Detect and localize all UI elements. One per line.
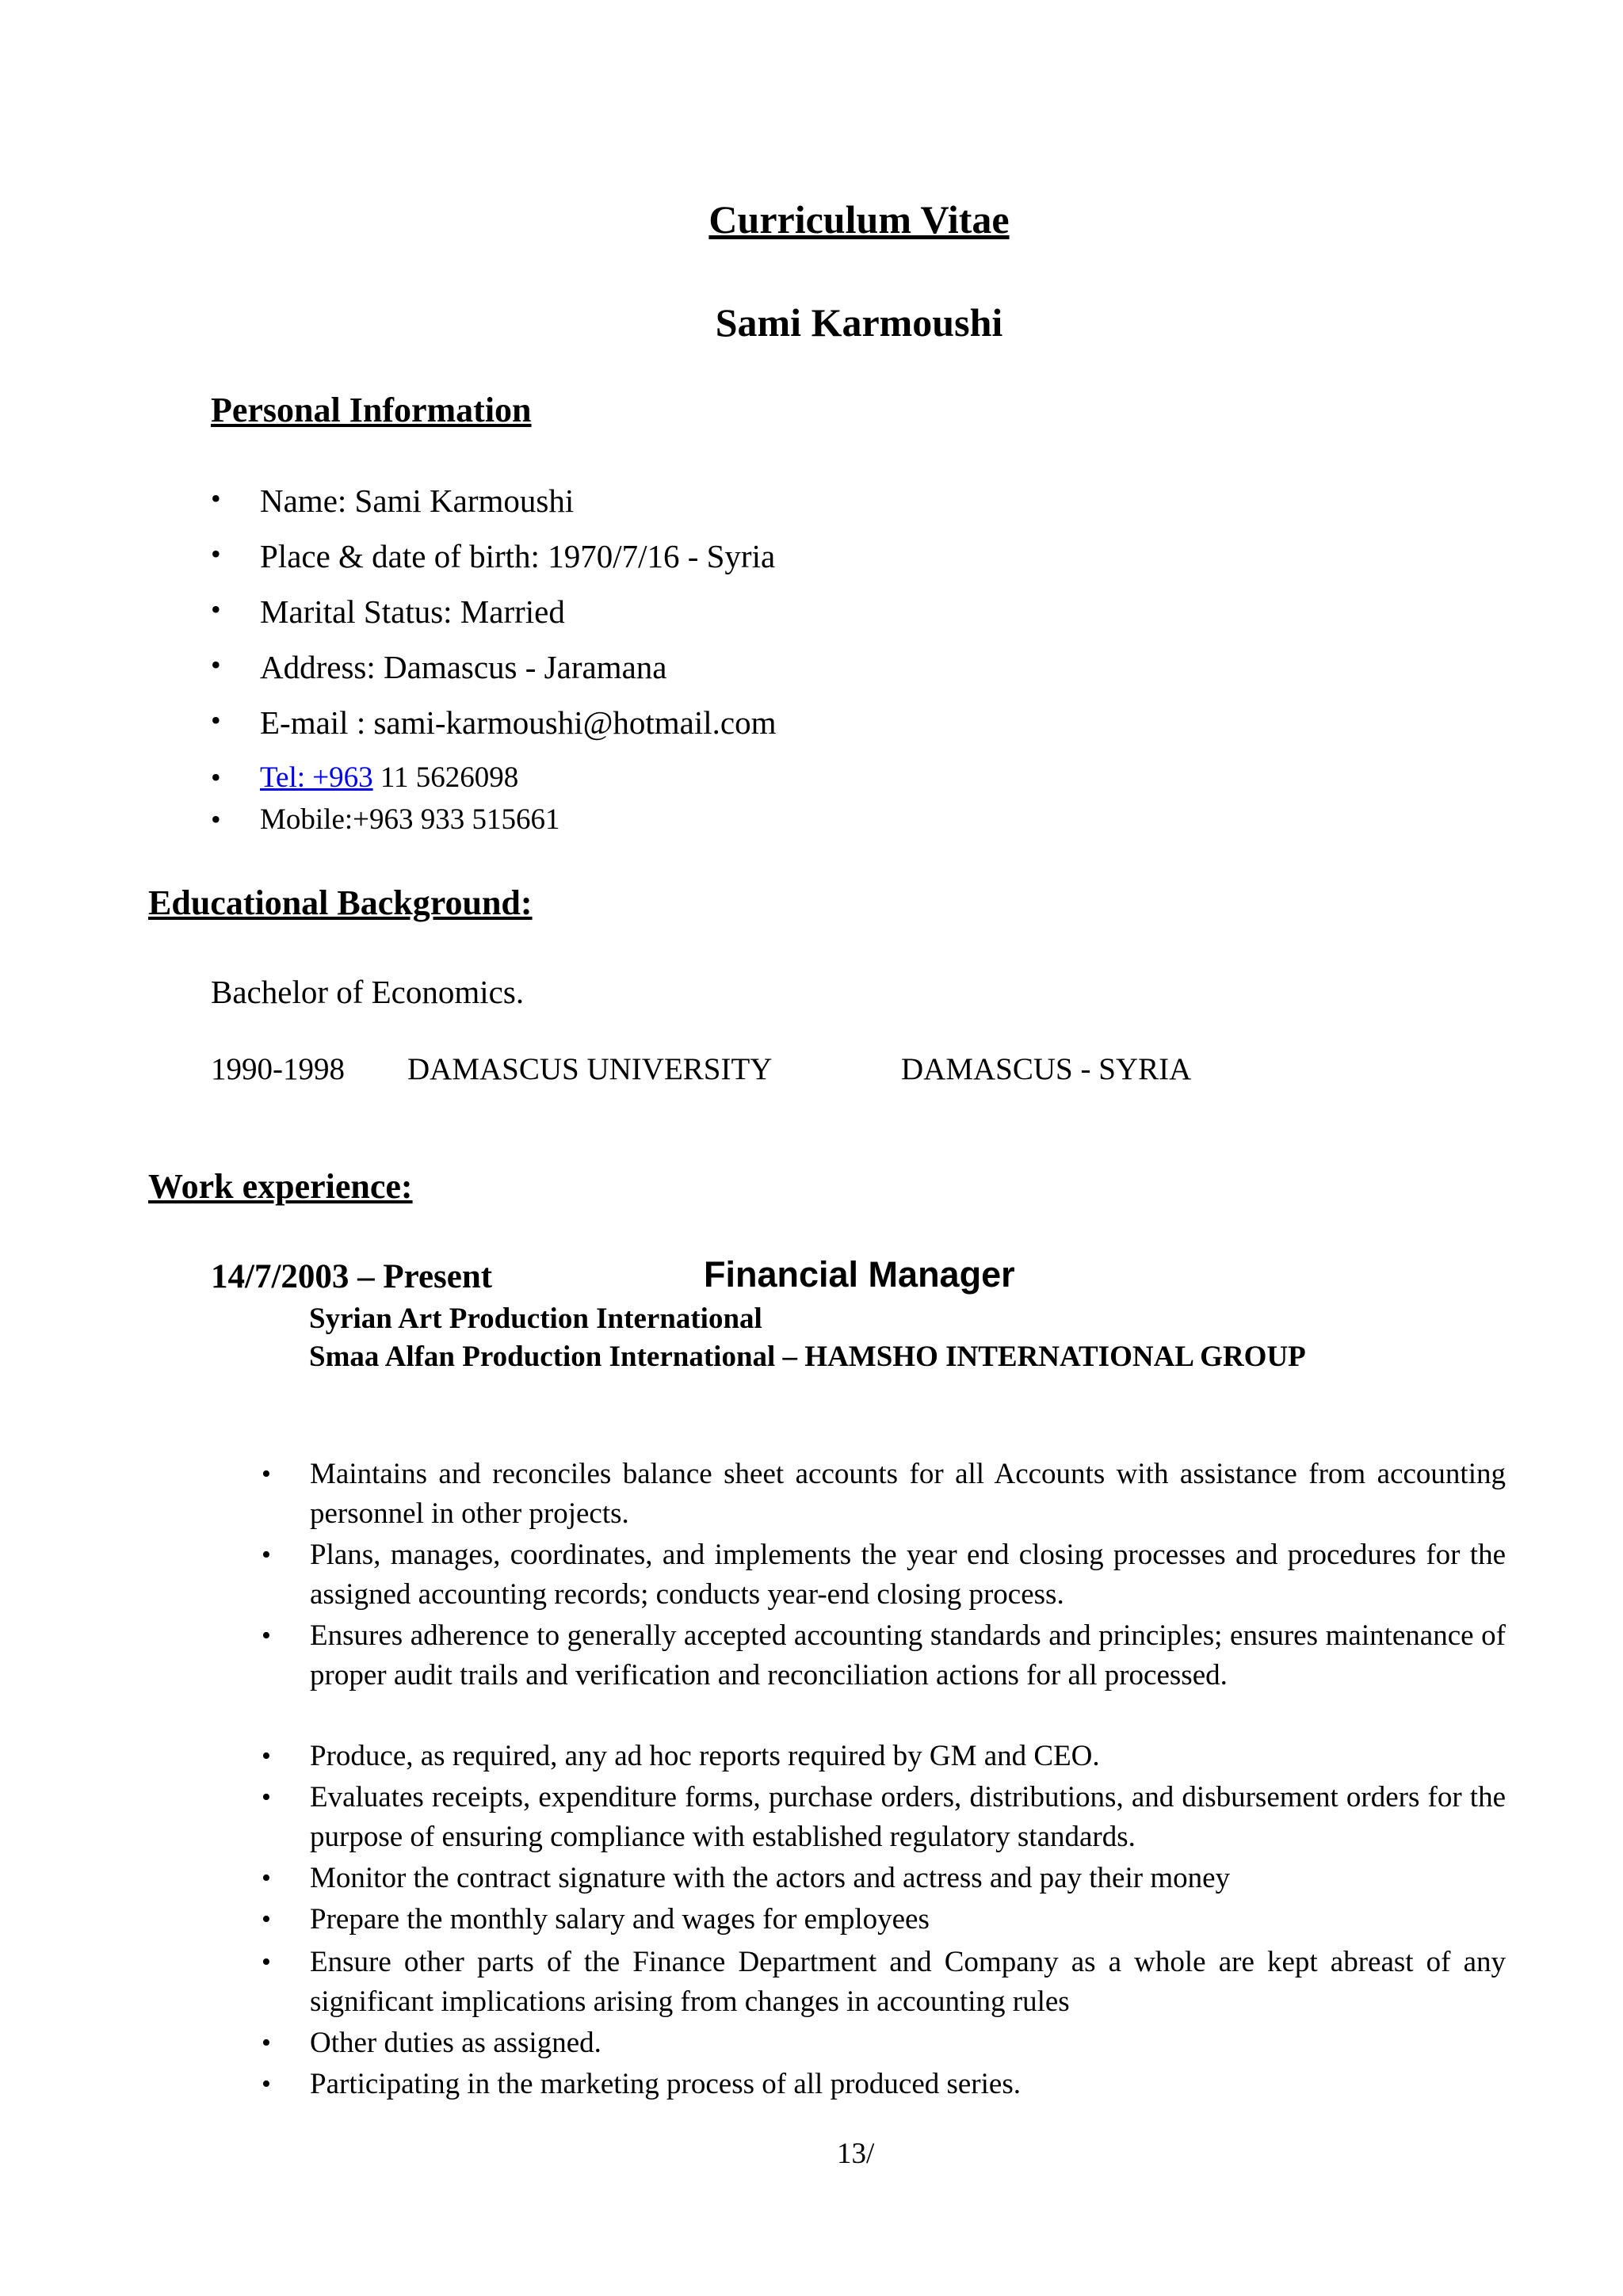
company-name: Smaa Alfan Production International – HAMSHO INTERNATIONAL GROUP (309, 1341, 1306, 1373)
job-title: Financial Manager (704, 1254, 1015, 1295)
tel-number: 11 5626098 (372, 761, 519, 794)
bullet-icon: • (211, 704, 221, 736)
candidate-name-heading: Sami Karmoushi (715, 300, 1003, 345)
bullet-icon: • (262, 1905, 271, 1934)
bullet-icon: • (211, 538, 221, 570)
bullet-icon: • (262, 2028, 271, 2058)
bullet-icon: • (211, 482, 221, 514)
bullet-icon: • (262, 1459, 271, 1489)
bullet-icon: • (262, 1540, 271, 1569)
bullet-icon: • (211, 593, 221, 625)
document-title: Curriculum Vitae (708, 197, 1010, 242)
work-experience-heading: Work experience: (148, 1167, 413, 1206)
education-location: DAMASCUS - SYRIA (901, 1052, 1192, 1086)
bullet-icon: • (262, 1621, 271, 1650)
bullet-icon: • (262, 1783, 271, 1812)
bullet-icon: • (262, 1947, 271, 1977)
personal-info-heading: Personal Information (211, 391, 532, 429)
bullet-icon: • (262, 2069, 271, 2099)
tel-link[interactable]: Tel: +963 (260, 761, 373, 794)
bullet-icon: • (262, 1741, 271, 1771)
bullet-icon: • (211, 803, 221, 835)
job-period: 14/7/2003 – Present (211, 1258, 493, 1295)
page-number: 13/ (837, 2138, 875, 2170)
bullet-icon: • (262, 1863, 271, 1893)
education-degree: Bachelor of Economics. (211, 974, 525, 1010)
bullet-icon: • (211, 649, 221, 681)
education-years: 1990-1998 (211, 1052, 345, 1086)
company-name: Syrian Art Production International (309, 1302, 762, 1335)
education-institution: DAMASCUS UNIVERSITY (407, 1052, 773, 1086)
education-heading: Educational Background: (148, 883, 533, 922)
bullet-icon: • (211, 761, 221, 793)
